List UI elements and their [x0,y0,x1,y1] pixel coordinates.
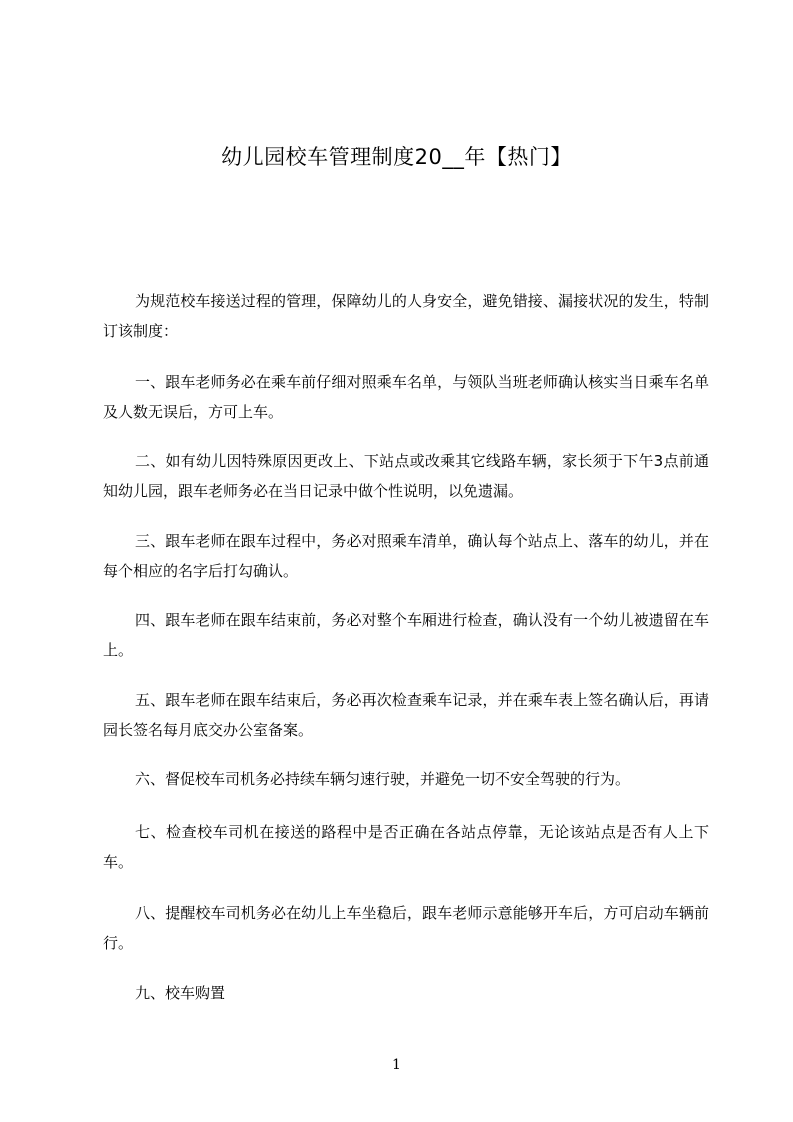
document-title: 幼儿园校车管理制度20__年【热门】 [221,145,572,169]
paragraph-rule-3: 三、跟车老师在跟车过程中，务必对照乘车清单，确认每个站点上、落车的幼儿，并在每个相应的名字后打勾确认。 [103,532,709,580]
paragraph-rule-7: 七、检查校车司机在接送的路程中是否正确在各站点停靠，无论该站点是否有人上下车。 [103,823,709,871]
paragraph-rule-2: 二、如有幼儿因特殊原因更改上、下站点或改乘其它线路车辆，家长须于下午3点前通知幼儿园，跟车老师务必在当日记录中做个性说明，以免遗漏。 [103,452,709,500]
paragraph-rule-6: 六、督促校车司机务必持续车辆匀速行驶，并避免一切不安全驾驶的行为。 [135,770,631,788]
paragraph-rule-1: 一、跟车老师务必在乘车前仔细对照乘车名单，与领队当班老师确认核实当日乘车名单及人数无误后，方可上车。 [103,373,709,421]
paragraph-rule-4: 四、跟车老师在跟车结束前，务必对整个车厢进行检查，确认没有一个幼儿被遗留在车上。 [103,611,709,659]
paragraph-intro: 为规范校车接送过程的管理，保障幼儿的人身安全，避免错接、漏接状况的发生，特制订该制度： [103,292,709,340]
page-number: 1 [392,1057,401,1073]
paragraph-rule-5: 五、跟车老师在跟车结束后，务必再次检查乘车记录，并在乘车表上签名确认后，再请园长签名每月底交办公室备案。 [103,691,709,739]
paragraph-rule-9: 九、校车购置 [135,984,226,1002]
paragraph-rule-8: 八、提醒校车司机务必在幼儿上车坐稳后，跟车老师示意能够开车后，方可启动车辆前行。 [103,904,709,952]
